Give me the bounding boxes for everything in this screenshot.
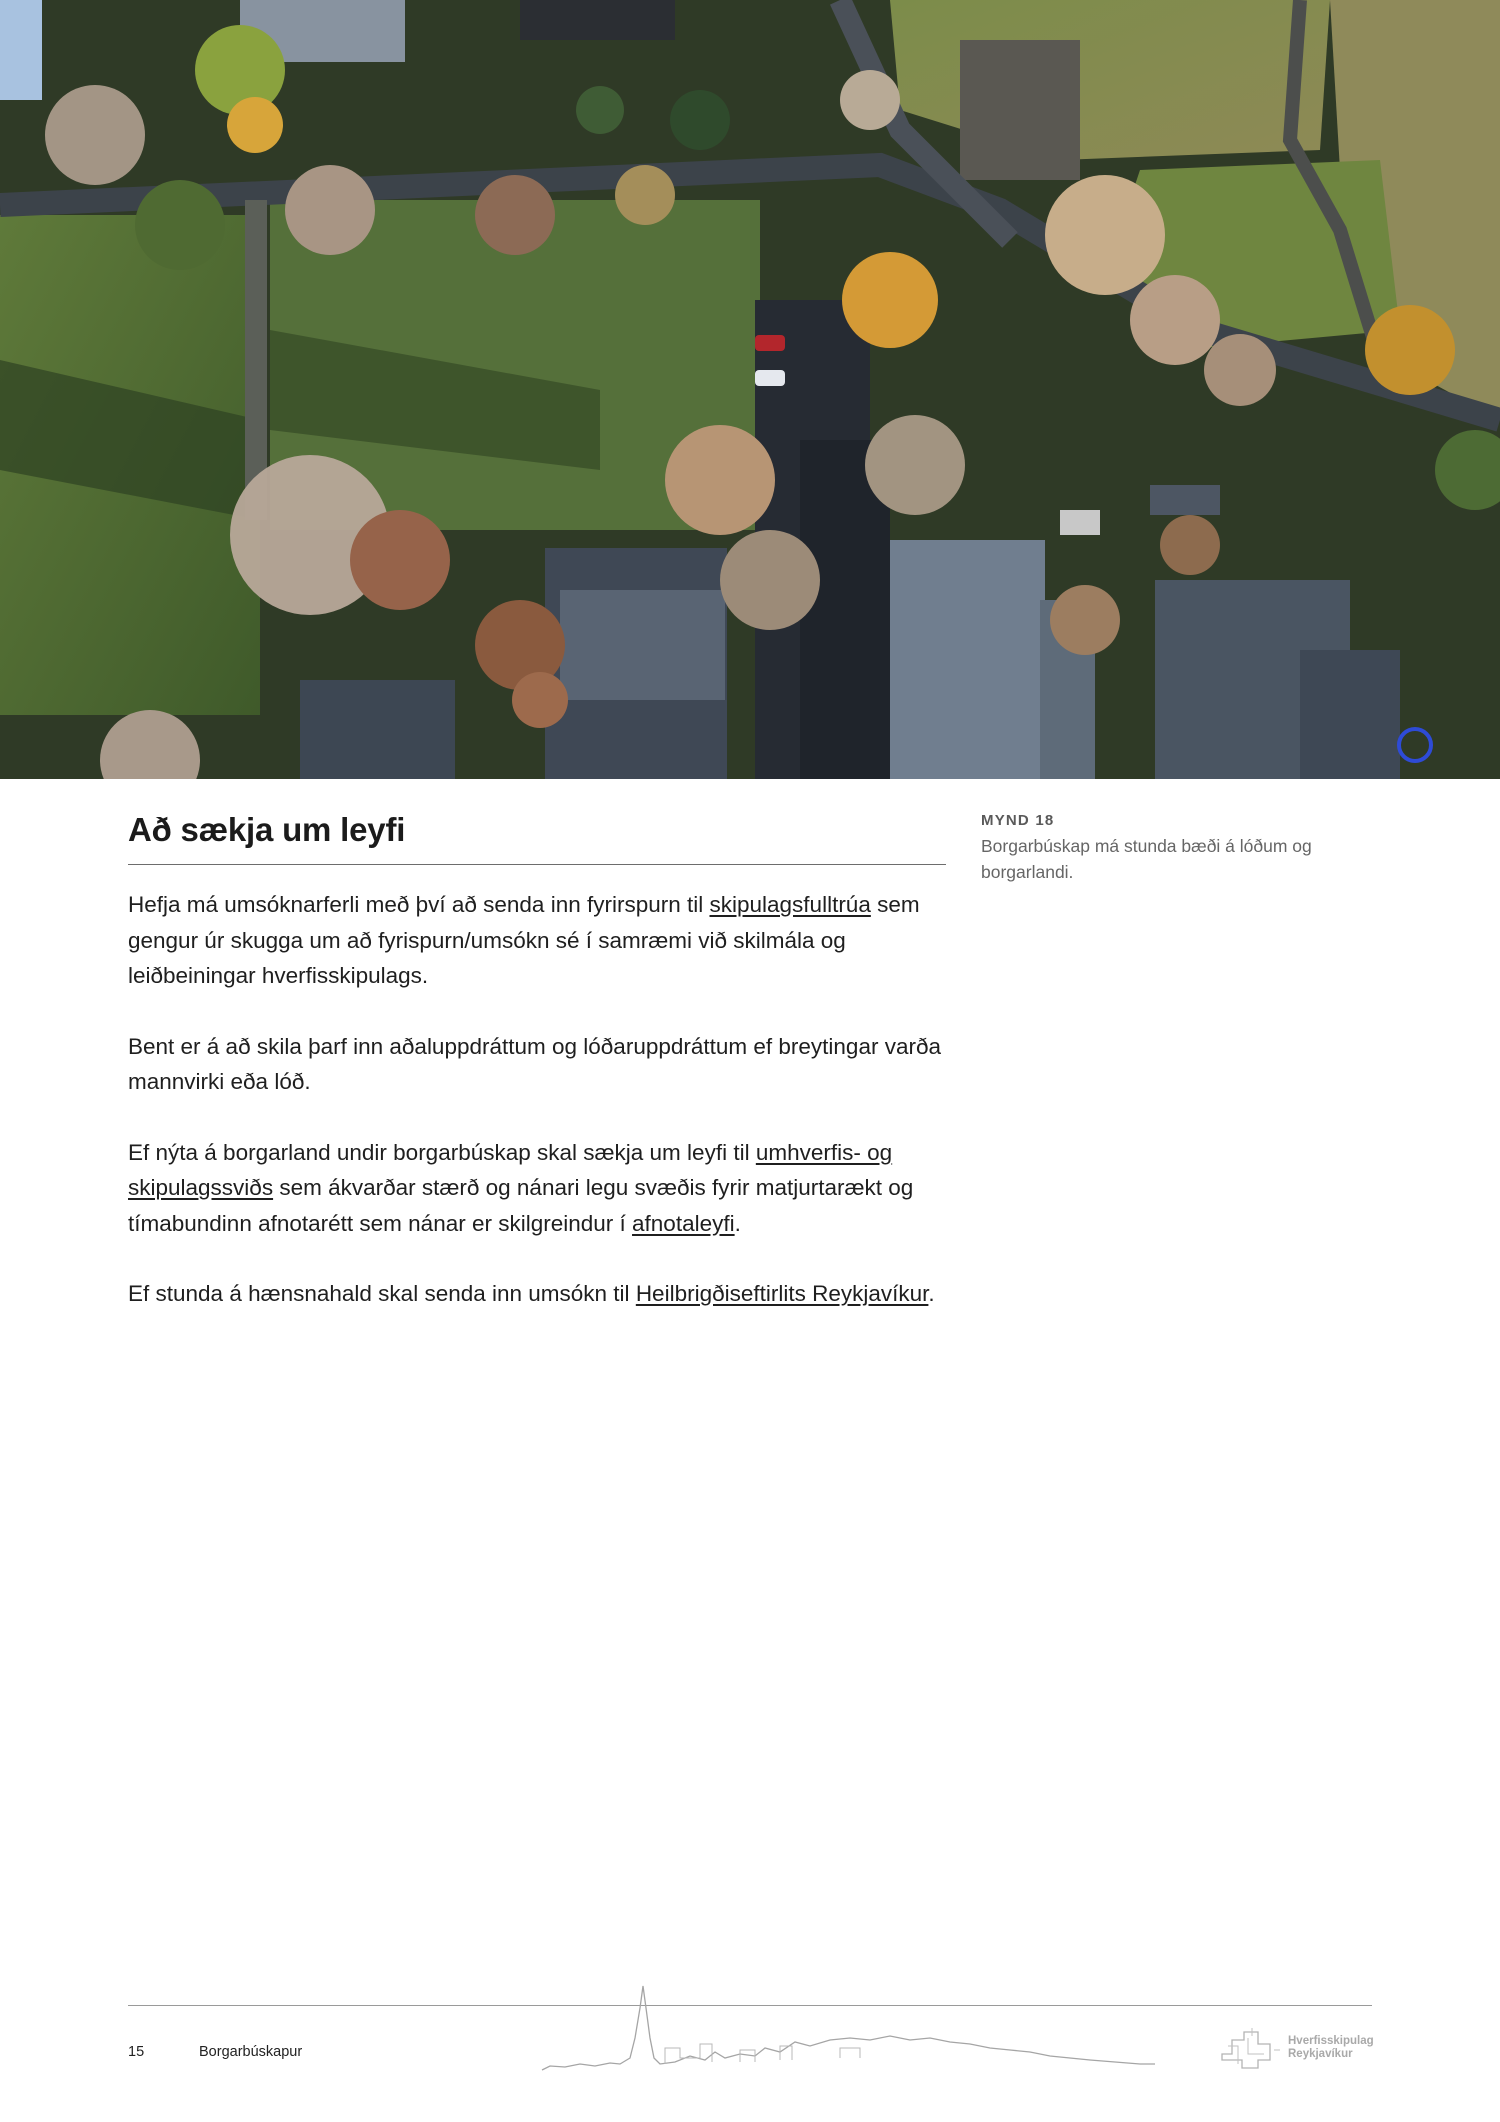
paragraph-application-process [128, 887, 946, 994]
paragraph-text: Ef stunda á hænsnahald skal senda inn umsókn til [128, 1281, 636, 1307]
logo-wordmark [1288, 2035, 1374, 2061]
paragraph-city-land [128, 1135, 946, 1242]
logo-line-1: Hverfisskipulag [1288, 2035, 1374, 2047]
article-body [128, 887, 946, 1312]
page-number: 15 [128, 2044, 145, 2060]
afnotaleyfi-link[interactable]: afnotaleyfi [632, 1210, 735, 1236]
paragraph-text: sem ákvarðar stærð og nánari legu svæðis fyrir matjurtarækt og tímabundinn afnotarétt sem nánar er skilgreindur í [128, 1175, 914, 1236]
logo-line-2: Reykjavíkur [1288, 2048, 1353, 2060]
reykjavik-skyline-icon [540, 1978, 1160, 2083]
hverfisskipulag-logo [1218, 2024, 1378, 2072]
heilbrigdiseftirlit-link[interactable]: Heilbrigðiseftirlits Reykjavíkur [635, 1281, 929, 1307]
skipulagsfulltrua-link[interactable]: skipulagsfulltrúa [709, 892, 871, 918]
paragraph-chickens [128, 1276, 946, 1312]
hero-aerial-photo [0, 0, 1500, 779]
umhverfis-og-skipulagssvid-link[interactable]: umhverfis- og skipulagssviðs [128, 1139, 893, 1201]
section-heading: Að sækja um leyfi [128, 812, 946, 865]
aerial-photo-icon [0, 0, 1500, 779]
paragraph-text: sem gengur úr skugga um að fyrispurn/umsókn sé í samræmi við skilmála og leiðbeiningar hverfisskipulags. [128, 892, 920, 989]
paragraph-drawings [128, 1029, 946, 1100]
footer-section-name: Borgarbúskapur [199, 2044, 303, 2060]
paragraph-text: . [928, 1281, 935, 1307]
hverfisskipulag-logo-icon [1218, 2024, 1284, 2072]
paragraph-text: . [734, 1210, 741, 1236]
paragraph-text: Hefja má umsóknarferli með því að senda inn fyrirspurn til [128, 892, 710, 918]
caption-label: MYND 18 [981, 812, 1055, 829]
figure-caption [981, 812, 1381, 885]
caption-text: Borgarbúskap má stunda bæði á lóðum og borgarlandi. [981, 836, 1312, 882]
paragraph-text: Ef nýta á borgarland undir borgarbúskap skal sækja um leyfi til [128, 1139, 756, 1165]
article [128, 812, 946, 1347]
paragraph-text: Bent er á að skila þarf inn aðaluppdráttum og lóðaruppdráttum ef breytingar varða mannvirki eða lóð. [128, 1033, 941, 1095]
